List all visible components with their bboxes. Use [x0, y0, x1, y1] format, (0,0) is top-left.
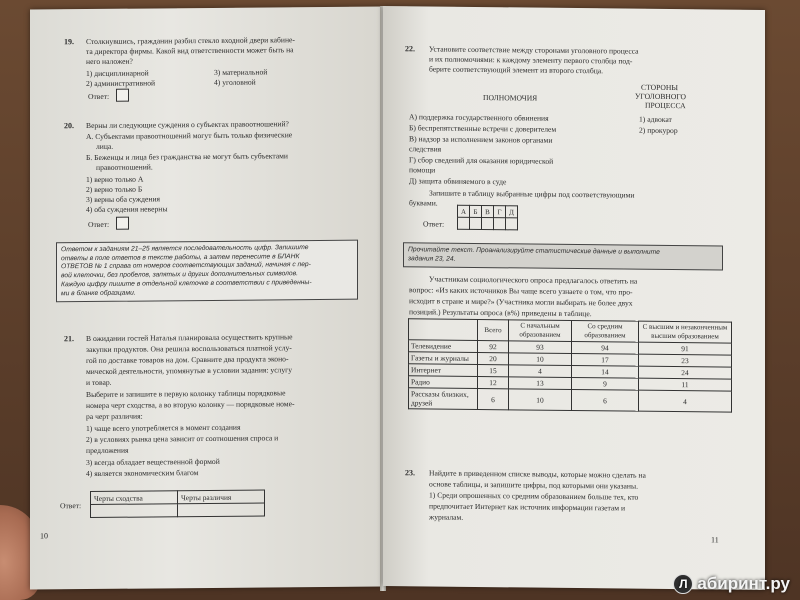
q20-line-2: А. Субъектами правоотношений могут быть только физические: [86, 130, 293, 142]
q21-line-1: В ожидании гостей Наталья планировала осуществить крупные: [86, 332, 293, 344]
q21-line-8: ра черт различия:: [86, 411, 143, 422]
page-number-left: 10: [40, 531, 48, 541]
table-header-empty: [409, 319, 478, 341]
instruction-box-21-25: [56, 240, 358, 303]
q23-option-1-cont-1: предпочитает Интернет как источник информации газетам и: [429, 501, 626, 513]
q23-line-2: основе таблицы, и запишите цифры, под которыми они указаны.: [429, 479, 638, 491]
page-number-right: 11: [711, 535, 719, 545]
instruction-line: ответы в поле ответов в тексте работы, а затем перенесите в БЛАНК: [61, 252, 300, 262]
q22-col2-header-2: УГОЛОВНОГО: [635, 91, 687, 102]
q19-number: 19.: [64, 37, 74, 47]
left-page: [30, 6, 382, 589]
q20-line-5: правоотношений.: [96, 162, 153, 172]
q23-line-1: Найдите в приведенном списке выводы, которые можно сделать на: [429, 468, 646, 480]
q22-item-b: Б) беспрепятственные встречи с доверителем: [409, 123, 557, 134]
cell: 92: [478, 340, 509, 352]
instruction-line: задания 23, 24.: [408, 254, 456, 263]
answer-cell-a[interactable]: [458, 217, 470, 229]
answer-cell-g[interactable]: [494, 218, 506, 230]
q20-option-3: 3) верны оба суждения: [86, 194, 160, 205]
q22-party-1: 1) адвокат: [639, 114, 672, 125]
watermark: [673, 574, 790, 594]
q19-option-3: 3) материальной: [214, 67, 268, 77]
letter-v: В: [482, 206, 494, 218]
instruction-box-23-24: [403, 242, 723, 271]
instruction-line: Каждую цифру пишите в отдельной клеточке в соответствии с приведенны-: [61, 278, 312, 289]
q19-line-3: него наложен?: [86, 56, 133, 67]
q20-option-1: 1) верно только А: [86, 174, 144, 185]
cell: 17: [572, 353, 639, 366]
q22-item-g: Г) сбор сведений для оказания юридической: [409, 155, 554, 166]
table-header-primary: С начальным образованием: [509, 320, 572, 342]
survey-line-1: Участникам социологического опроса предлагалось ответить на: [429, 274, 638, 286]
cell: 11: [639, 378, 732, 391]
traits-header-difference: Черты различия: [178, 490, 265, 504]
instruction-line: Прочитайте текст. Проанализируйте статистические данные и выполните: [408, 246, 660, 256]
q20-line-3: лица.: [96, 141, 114, 151]
cell: 93: [509, 341, 572, 354]
answer-cell-d[interactable]: [506, 218, 518, 230]
q20-option-4: 4) оба суждения неверны: [86, 204, 168, 215]
q22-line-3: берите соответствующий элемент из второго столбца.: [429, 64, 604, 76]
q21-line-5: и товар.: [86, 377, 112, 388]
q21-option-3: 3) всегда обладает вещественной формой: [86, 456, 220, 468]
table-row: [409, 388, 732, 412]
survey-line-2: вопрос: «Из каких источников Вы чаще всего узнаете о том, что про-: [409, 285, 633, 297]
q23-option-1-cont-2: журналам.: [429, 512, 464, 522]
q21-answer-table: [90, 489, 265, 518]
labirint-logo-icon: Л: [673, 574, 693, 594]
q22-col2-header-1: СТОРОНЫ: [641, 82, 678, 93]
q21-line-6: Выберите и запишите в первую колонку таблицы порядковые: [86, 388, 286, 400]
survey-line-4: позиций.) Результаты опроса (в%) приведены в таблице.: [409, 307, 592, 319]
cell: 6: [478, 388, 509, 409]
watermark-text: абиринт.ру: [697, 574, 790, 593]
q22-line-2: и их полномочиями: к каждому элементу первого столбца под-: [429, 54, 633, 66]
instruction-line: ОТВЕТОВ № 1 справа от номеров соответствующих заданий, начиная с пер-: [61, 261, 311, 271]
table-header-secondary: Со средним образованием: [572, 320, 639, 342]
traits-cell-similarity[interactable]: [91, 504, 178, 518]
cell: 15: [478, 364, 509, 376]
letter-d: Д: [506, 206, 518, 218]
q22-item-v: В) надзор за исполнением законов органами: [409, 134, 553, 145]
q22-line-1: Установите соответствие между сторонами уголовного процесса: [429, 44, 639, 56]
q22-item-d: Д) защита обвиняемого в суде: [409, 176, 507, 187]
q19-option-4: 4) уголовной: [214, 77, 256, 87]
cell: 14: [572, 365, 639, 378]
q22-col2-header-3: ПРОЦЕССА: [645, 100, 686, 111]
q19-line-1: Столкнувшись, гражданин разбил стекло входной двери кабине-: [86, 35, 295, 47]
cell: 24: [639, 366, 732, 379]
q20-answer-box[interactable]: [116, 217, 129, 230]
q21-option-2-cont: предложения: [86, 445, 129, 456]
instruction-line: Ответом к заданиям 21–25 является последовательность цифр. Запишите: [61, 244, 309, 254]
q20-line-1: Верны ли следующие суждения о субъектах правоотношений?: [86, 119, 289, 131]
q19-option-2: 2) административной: [86, 78, 156, 89]
cell: 4: [639, 390, 732, 412]
q21-option-2: 2) в условиях рынка цена зависит от соотношения спроса и: [86, 433, 279, 445]
row-label: Радио: [409, 376, 478, 389]
cell: 13: [509, 377, 572, 390]
cell: 6: [572, 389, 639, 411]
q22-party-2: 2) прокурор: [639, 125, 678, 136]
q20-line-4: Б. Беженцы и лица без гражданства не могут быть субъектами: [86, 151, 288, 163]
q20-answer-label: Ответ:: [88, 219, 110, 230]
cell: 23: [639, 354, 732, 367]
q21-line-4: мической деятельности, упомянутые в условии задания: услугу: [86, 365, 293, 377]
cell: 10: [509, 353, 572, 366]
cell: 12: [478, 376, 509, 388]
q20-option-2: 2) верно только Б: [86, 184, 143, 195]
q22-answer-label: Ответ:: [423, 219, 445, 229]
row-label: Интернет: [409, 364, 478, 377]
cell: 4: [509, 365, 572, 378]
q20-number: 20.: [64, 121, 74, 131]
answer-cell-b[interactable]: [470, 217, 482, 229]
cell: 20: [478, 352, 509, 364]
table-header-higher: С высшим и незаконченным высшим образованием: [639, 321, 732, 343]
q22-item-a: А) поддержка государственного обвинения: [409, 112, 549, 123]
letter-a: А: [458, 205, 470, 217]
q19-line-2: та директора фирмы. Какой вид ответственности может быть на: [86, 45, 294, 57]
row-label: Газеты и журналы: [409, 352, 478, 365]
q22-number: 22.: [405, 44, 415, 54]
q19-option-1: 1) дисциплинарной: [86, 68, 149, 79]
right-page: [383, 6, 765, 590]
q22-instruction-1: Запишите в таблицу выбранные цифры под соответствующими: [429, 188, 635, 200]
q21-line-7: номера черт сходства, а во вторую колонку — порядковые номе-: [86, 399, 295, 411]
instruction-line: вой клеточки, без пробелов, запятых и других дополнительных символов.: [61, 270, 298, 280]
q22-instruction-2: буквами.: [409, 198, 438, 208]
answer-cell-v[interactable]: [482, 218, 494, 230]
q21-number: 21.: [64, 334, 74, 344]
survey-line-3: исходит в стране и мире?» (Участника могли выбирать не более двух: [409, 296, 633, 308]
q21-line-2: закупки продуктов. Она решила воспользоваться платной услу-: [86, 343, 292, 355]
table-header-total: Всего: [478, 319, 509, 340]
q23-option-1: 1) Среди опрошенных со средним образованием больше тех, кто: [429, 490, 639, 502]
q22-answer-grid: [457, 205, 518, 231]
q22-col1-header: ПОЛНОМОЧИЯ: [483, 93, 538, 103]
instruction-line: ми в бланке образцами.: [61, 289, 136, 297]
q21-answer-label: Ответ:: [60, 501, 82, 511]
letter-g: Г: [494, 206, 506, 218]
letter-b: Б: [470, 205, 482, 217]
q22-item-g-cont: помощи: [409, 165, 436, 175]
q21-option-4: 4) является экономическим благом: [86, 468, 199, 479]
q23-number: 23.: [405, 468, 415, 478]
cell: 94: [572, 341, 639, 354]
q19-answer-box[interactable]: [116, 89, 129, 102]
survey-table: [408, 318, 732, 412]
traits-cell-difference[interactable]: [178, 503, 265, 517]
cell: 91: [639, 342, 732, 355]
cell: 10: [509, 389, 572, 411]
cell: 9: [572, 377, 639, 390]
q21-option-1: 1) чаще всего употребляется в момент создания: [86, 422, 241, 434]
q19-answer-label: Ответ:: [88, 91, 110, 102]
q22-item-v-cont: следствия: [409, 144, 442, 154]
row-label: Рассказы близких, друзей: [409, 388, 478, 410]
q21-line-3: гой по доставке товаров на дом. Сравните два продукта эконо-: [86, 354, 289, 366]
row-label: Телевидение: [409, 340, 478, 353]
traits-header-similarity: Черты сходства: [91, 491, 178, 505]
